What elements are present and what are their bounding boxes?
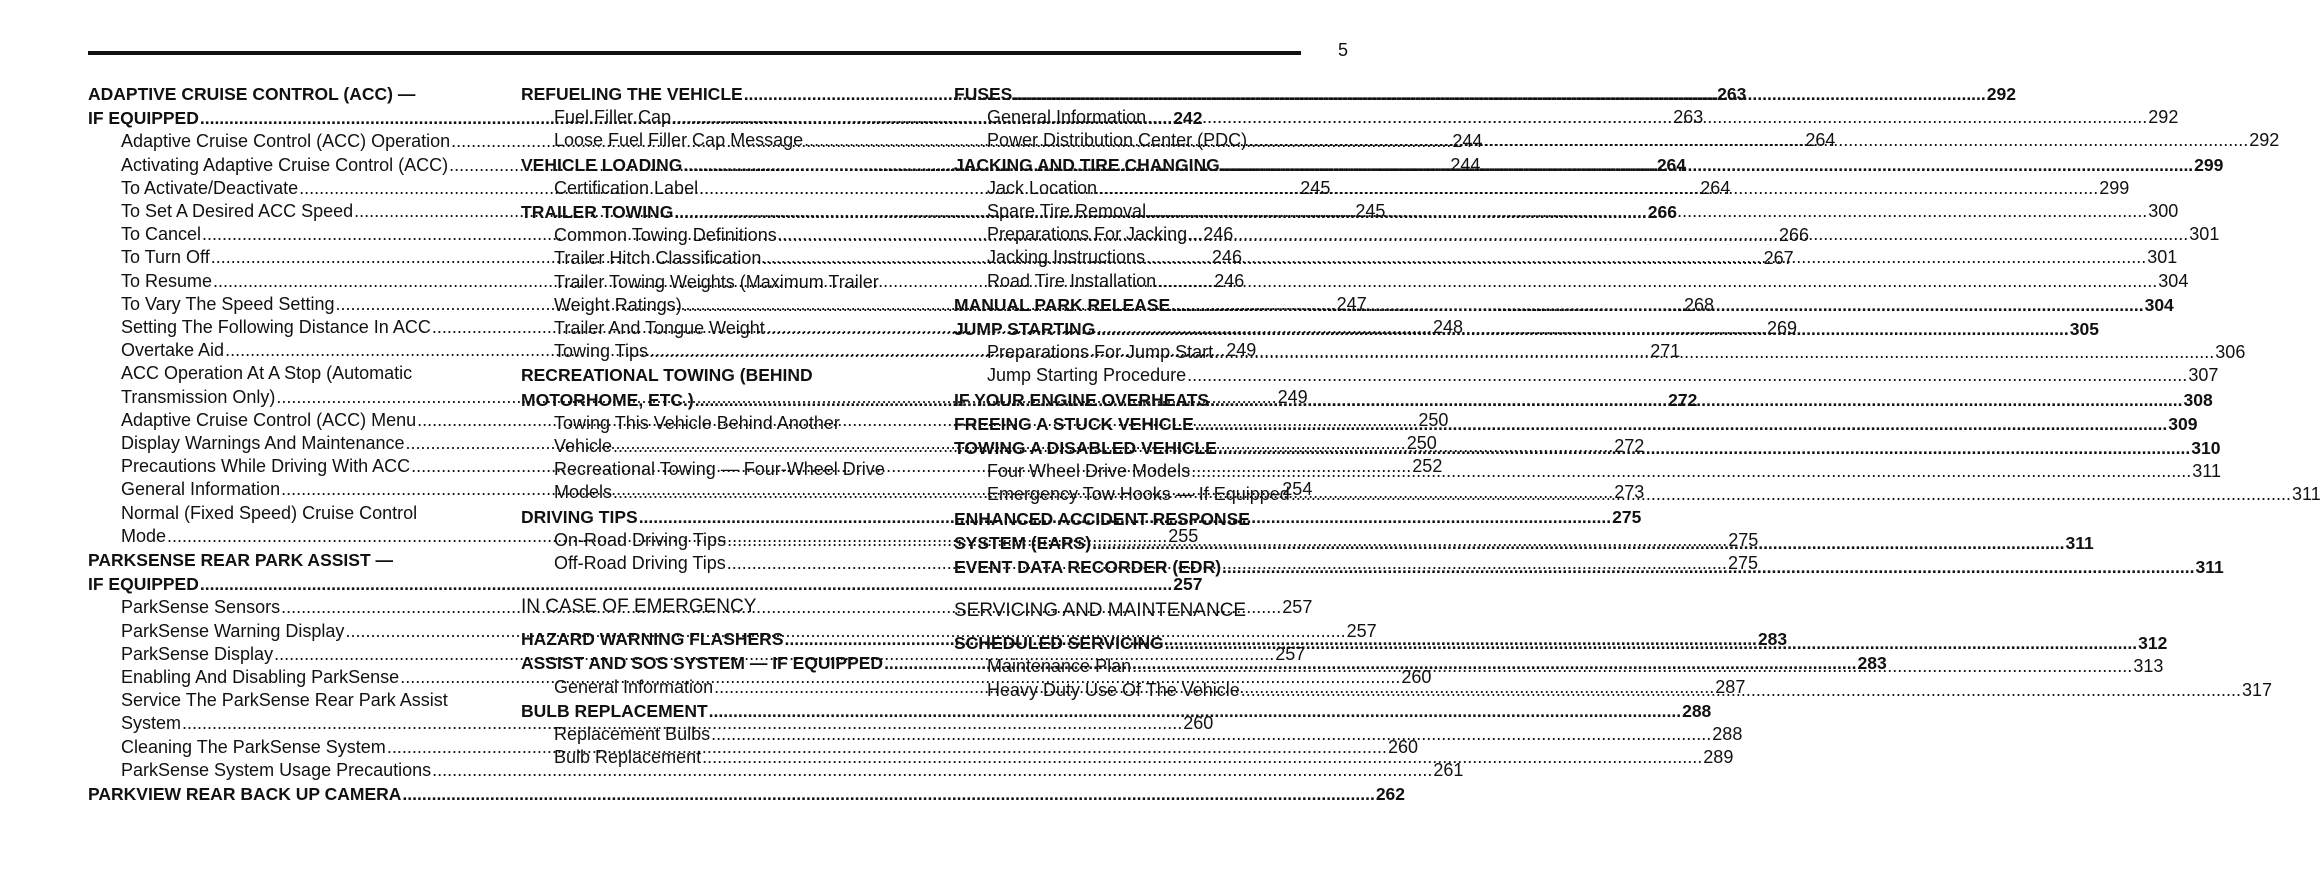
toc-entry-title: IF EQUIPPED (88, 574, 199, 595)
dot-leader (1222, 555, 2194, 579)
toc-page-number: 299 (2194, 154, 2224, 175)
toc-entry-title: To Activate/Deactivate (121, 177, 299, 198)
toc-page-number: 264 (1700, 177, 1731, 198)
dot-leader (1218, 436, 2190, 460)
toc-entry-title: Road Tire Installation (987, 270, 1157, 291)
dot-leader (1096, 317, 2068, 341)
toc-entry-title: Power Distribution Center (PDC) (987, 130, 1248, 151)
dot-leader (1187, 364, 2187, 387)
toc-entry-title: General Information (987, 107, 1147, 128)
toc-entry-title: To Cancel (121, 224, 202, 245)
toc-entry-title: Overtake Aid (121, 340, 225, 361)
toc-entry-title: To Turn Off (121, 247, 210, 268)
toc-entry-title: Common Towing Definitions (554, 225, 777, 246)
toc-entry-title: JACKING AND TIRE CHANGING (954, 154, 1220, 175)
dot-leader (1147, 106, 2147, 129)
toc-entry-title: Cleaning The ParkSense System (121, 736, 386, 757)
toc-entry-title: Service The ParkSense Rear Park Assist (121, 690, 448, 711)
header-rule (88, 51, 1301, 55)
toc-page-number: 260 (1388, 736, 1419, 757)
toc-entry-title: ParkSense Display (121, 643, 274, 664)
dot-leader (1210, 388, 2182, 412)
toc-page-number: 271 (1650, 341, 1681, 362)
toc-page-number: 307 (2188, 365, 2219, 386)
toc-entry-title: To Resume (121, 270, 213, 291)
toc-page-number: 246 (1214, 270, 1245, 291)
toc-page-number: 267 (1763, 248, 1794, 269)
toc-page-number: 317 (2242, 679, 2273, 700)
dot-leader (1291, 483, 2291, 506)
dot-leader (1171, 293, 2143, 317)
toc-page-number: 301 (2189, 224, 2220, 245)
toc-entry-title: SYSTEM (EARS) (954, 532, 1092, 553)
toc-page-number: 309 (2168, 413, 2198, 434)
toc-entry-title: Trailer And Tongue Weight (554, 318, 765, 339)
toc-entry-title: Activating Adaptive Cruise Control (ACC) (121, 154, 449, 175)
toc-page-number: 246 (1211, 247, 1242, 268)
section-heading: SERVICING AND MAINTENANCE (954, 600, 1247, 622)
toc-entry-title: General Information (121, 479, 281, 500)
toc-page-number: 250 (1418, 409, 1449, 430)
toc-sub-entry-line[interactable] (88, 362, 482, 385)
toc-entry-title: Weight Ratings) (554, 294, 682, 315)
toc-entry-title: PARKSENSE REAR PARK ASSIST — (88, 550, 393, 571)
toc-page-number: 245 (1300, 177, 1331, 198)
toc-page-number: 308 (2183, 389, 2213, 410)
toc-entry-title: ParkSense System Usage Precautions (121, 759, 432, 780)
dot-leader (1132, 655, 2132, 678)
toc-entry-title: Jump Starting Procedure (987, 365, 1187, 386)
dot-leader (1248, 129, 2248, 152)
toc-entry-title: Transmission Only) (121, 386, 276, 407)
toc-entry-title: MOTORHOME, ETC.) (521, 389, 694, 410)
toc-page-number: 283 (1757, 629, 1788, 650)
toc-entry-title: Loose Fuel Filler Cap Message (554, 130, 804, 151)
dot-leader (1165, 631, 2137, 655)
toc-page-number: 269 (1767, 318, 1798, 339)
toc-sub-entry-line[interactable] (521, 271, 915, 294)
toc-entry-title: Adaptive Cruise Control (ACC) Menu (121, 409, 417, 430)
toc-main-entry[interactable] (88, 82, 482, 106)
toc-entry-title: Fuel Filler Cap (554, 107, 672, 128)
toc-entry-title: FUSES (954, 84, 1013, 104)
dot-leader (1221, 153, 2193, 177)
toc-entry-title: MANUAL PARK RELEASE (954, 294, 1171, 315)
dot-leader (1191, 460, 2191, 483)
toc-page-number: 300 (2148, 201, 2179, 222)
toc-page-number: 275 (1727, 553, 1758, 574)
toc-page-number: 260 (1401, 667, 1432, 688)
toc-entry-title: Display Warnings And Maintenance (121, 433, 405, 454)
toc-entry-title: To Vary The Speed Setting (121, 293, 335, 314)
dot-leader (1092, 531, 2064, 555)
toc-main-entry[interactable] (521, 363, 915, 387)
toc-page-number: 301 (2147, 247, 2178, 268)
toc-entry-title: Trailer Hitch Classification (554, 248, 762, 269)
dot-leader (1195, 412, 2167, 436)
toc-entry-title: ASSIST AND SOS SYSTEM — IF EQUIPPED (521, 653, 884, 674)
toc-entry-title: ENHANCED ACCIDENT RESPONSE (954, 508, 1250, 529)
toc-page-number: 292 (2249, 130, 2280, 151)
toc-entry-title: Certification Label (554, 177, 699, 198)
toc-entry-title: IF EQUIPPED (88, 108, 199, 129)
toc-entry-title: IF YOUR ENGINE OVERHEATS (954, 389, 1210, 410)
toc-entry-title: DRIVING TIPS (521, 506, 638, 527)
toc-page-number: 244 (1450, 154, 1481, 175)
toc-page-number: 264 (1805, 130, 1836, 151)
toc-entry-title: Enabling And Disabling ParkSense (121, 667, 400, 688)
toc-entry-title: Mode (121, 525, 167, 546)
toc-entry-title: Four Wheel Drive Models (987, 461, 1191, 482)
toc-main-entry[interactable] (88, 548, 482, 572)
toc-sub-entry[interactable] (954, 364, 2219, 387)
toc-page-number: 266 (1647, 202, 1677, 223)
toc-entry-title: Precautions While Driving With ACC (121, 456, 411, 477)
toc-page-number: 275 (1612, 506, 1642, 527)
toc-page-number: 252 (1412, 456, 1443, 477)
toc-entry-title: Jacking Instructions (987, 247, 1146, 268)
toc-entry-title: General Information (554, 676, 714, 697)
toc-page-number: 257 (1346, 620, 1377, 641)
toc-entry-title: HAZARD WARNING FLASHERS (521, 629, 784, 650)
toc-entry-title: ParkSense Warning Display (121, 620, 345, 641)
toc-page-number: 249 (1277, 386, 1308, 407)
toc-page-number: 242 (1173, 108, 1203, 129)
toc-entry-title: Models (554, 482, 613, 503)
toc-entry-title: RECREATIONAL TOWING (BEHIND (521, 365, 813, 386)
toc-page-number: 306 (2215, 342, 2246, 363)
toc-page-number: 311 (2292, 484, 2321, 505)
toc-entry-title: Normal (Fixed Speed) Cruise Control (121, 502, 418, 523)
dot-leader (1098, 177, 2098, 200)
toc-page-number: 273 (1614, 482, 1645, 503)
toc-page-number: 257 (1275, 643, 1306, 664)
toc-entry-title: On-Road Driving Tips (554, 529, 727, 550)
dot-leader (1146, 246, 2146, 269)
toc-entry-title: Towing This Vehicle Behind Another (554, 412, 840, 433)
toc-page-number: 257 (1282, 597, 1313, 618)
dot-leader (1188, 223, 2188, 246)
toc-page-number: 287 (1715, 676, 1746, 697)
toc-page-number: 247 (1336, 293, 1367, 314)
toc-page-number: 312 (2138, 633, 2168, 654)
toc-entry-title: REFUELING THE VEHICLE (521, 84, 743, 104)
toc-entry-title: Recreational Towing — Four-Wheel Drive (554, 459, 885, 480)
toc-entry-title: Trailer Towing Weights (Maximum Trailer (554, 271, 879, 292)
dot-leader (1013, 82, 1985, 106)
toc-page-number: 257 (1173, 574, 1203, 595)
toc-page-number: 272 (1668, 389, 1698, 410)
dot-leader (1147, 200, 2147, 223)
toc-page-number: 263 (1673, 107, 1704, 128)
toc-entry-title: Vehicle (554, 436, 613, 457)
toc-page-number: 304 (2158, 270, 2189, 291)
toc-page-number: 264 (1656, 154, 1687, 175)
toc-entry-title: JUMP STARTING (954, 319, 1096, 340)
toc-entry-title: ACC Operation At A Stop (Automatic (121, 363, 413, 384)
toc-sub-entry[interactable] (88, 759, 1464, 782)
toc-entry-title: FREEING A STUCK VEHICLE (954, 413, 1194, 434)
toc-page-number: 292 (2148, 107, 2179, 128)
toc-page-number: 254 (1282, 479, 1313, 500)
toc-entry-title: Heavy Duty Use Of The Vehicle (987, 679, 1240, 700)
toc-page-number: 245 (1355, 201, 1386, 222)
toc-page-number: 268 (1683, 294, 1714, 315)
toc-sub-entry[interactable] (954, 270, 2189, 293)
toc-entry-title: TRAILER TOWING (521, 202, 674, 223)
toc-sub-entry-line[interactable] (88, 502, 482, 525)
toc-main-entry[interactable] (954, 507, 1348, 531)
toc-entry-title: Bulb Replacement (554, 747, 702, 768)
toc-entry-title: Towing Tips (554, 341, 649, 362)
toc-page-number: 305 (2069, 319, 2099, 340)
dot-leader (1241, 679, 2241, 702)
toc-entry-title: Emergency Tow Hooks — If Equipped (987, 484, 1290, 505)
toc-page-number: 310 (2191, 438, 2221, 459)
toc-page-number: 313 (2133, 656, 2164, 677)
dot-leader (711, 723, 1711, 746)
page-number: 5 (1338, 40, 1349, 60)
toc-page-number: 311 (2065, 532, 2094, 553)
toc-entry-title: Preparations For Jump Start (987, 342, 1214, 363)
toc-page-number: 250 (1406, 433, 1437, 454)
toc-entry-title: Adaptive Cruise Control (ACC) Operation (121, 131, 451, 152)
toc-page-number: 246 (1203, 224, 1234, 245)
toc-page-number: 311 (2195, 557, 2224, 578)
toc-entry-title: ADAPTIVE CRUISE CONTROL (ACC) — (88, 84, 416, 104)
section-heading: IN CASE OF EMERGENCY (521, 596, 757, 618)
toc-entry-title: Off-Road Driving Tips (554, 553, 726, 574)
toc-entry-title: SCHEDULED SERVICING (954, 633, 1164, 654)
toc-page-number: 288 (1682, 700, 1712, 721)
toc-page-number: 272 (1614, 436, 1645, 457)
toc-page-number: 266 (1778, 225, 1810, 246)
toc-entry-title: Setting The Following Distance In ACC (121, 317, 431, 338)
toc-entry-title: Replacement Bulbs (554, 724, 711, 745)
dot-leader (1214, 341, 2214, 364)
toc-entry-title: TOWING A DISABLED VEHICLE (954, 438, 1217, 459)
dot-leader (709, 699, 1681, 723)
toc-entry-title: Spare Tire Removal (987, 201, 1147, 222)
toc-page-number: 261 (1433, 759, 1464, 780)
toc-page-number: 289 (1703, 747, 1734, 768)
toc-sub-entry-line[interactable] (521, 412, 915, 435)
toc-main-entry[interactable] (88, 782, 1406, 806)
dot-leader (402, 782, 1374, 806)
toc-page-number: 283 (1857, 653, 1887, 674)
toc-page-number: 288 (1712, 724, 1743, 745)
toc-entry-title: System (121, 713, 182, 734)
toc-page-number: 262 (1375, 784, 1406, 805)
toc-page-number: 244 (1452, 131, 1483, 152)
toc-main-entry[interactable] (521, 699, 1712, 723)
toc-entry-title: BULB REPLACEMENT (521, 700, 708, 721)
toc-sub-entry-line[interactable] (88, 689, 482, 712)
toc-page-number: 304 (2144, 294, 2174, 315)
toc-page-number: 260 (1183, 713, 1214, 734)
toc-page-number: 249 (1226, 340, 1257, 361)
toc-entry-title: To Set A Desired ACC Speed (121, 201, 354, 222)
toc-page-number: 299 (2099, 177, 2130, 198)
toc-page-number: 263 (1717, 84, 1747, 104)
toc-page-number: 311 (2192, 461, 2221, 482)
toc-entry-title: Maintenance Plan (987, 656, 1132, 677)
toc-main-entry[interactable] (88, 572, 1203, 596)
toc-entry-title: Jack Location (987, 177, 1098, 198)
toc-page-number: 292 (1986, 84, 2016, 104)
toc-entry-title: VEHICLE LOADING (521, 154, 683, 175)
toc-entry-title: ParkSense Sensors (121, 597, 281, 618)
toc-page-number: 248 (1433, 317, 1464, 338)
toc-entry-title: Preparations For Jacking (987, 224, 1188, 245)
dot-leader (702, 746, 1702, 769)
toc-sub-entry-line[interactable] (521, 458, 915, 481)
toc-entry-title: PARKVIEW REAR BACK UP CAMERA (88, 784, 402, 805)
dot-leader (1157, 270, 2157, 293)
toc-page-number: 255 (1168, 525, 1199, 546)
toc-entry-title: EVENT DATA RECORDER (EDR) (954, 557, 1222, 578)
toc-page-number: 275 (1728, 529, 1759, 550)
